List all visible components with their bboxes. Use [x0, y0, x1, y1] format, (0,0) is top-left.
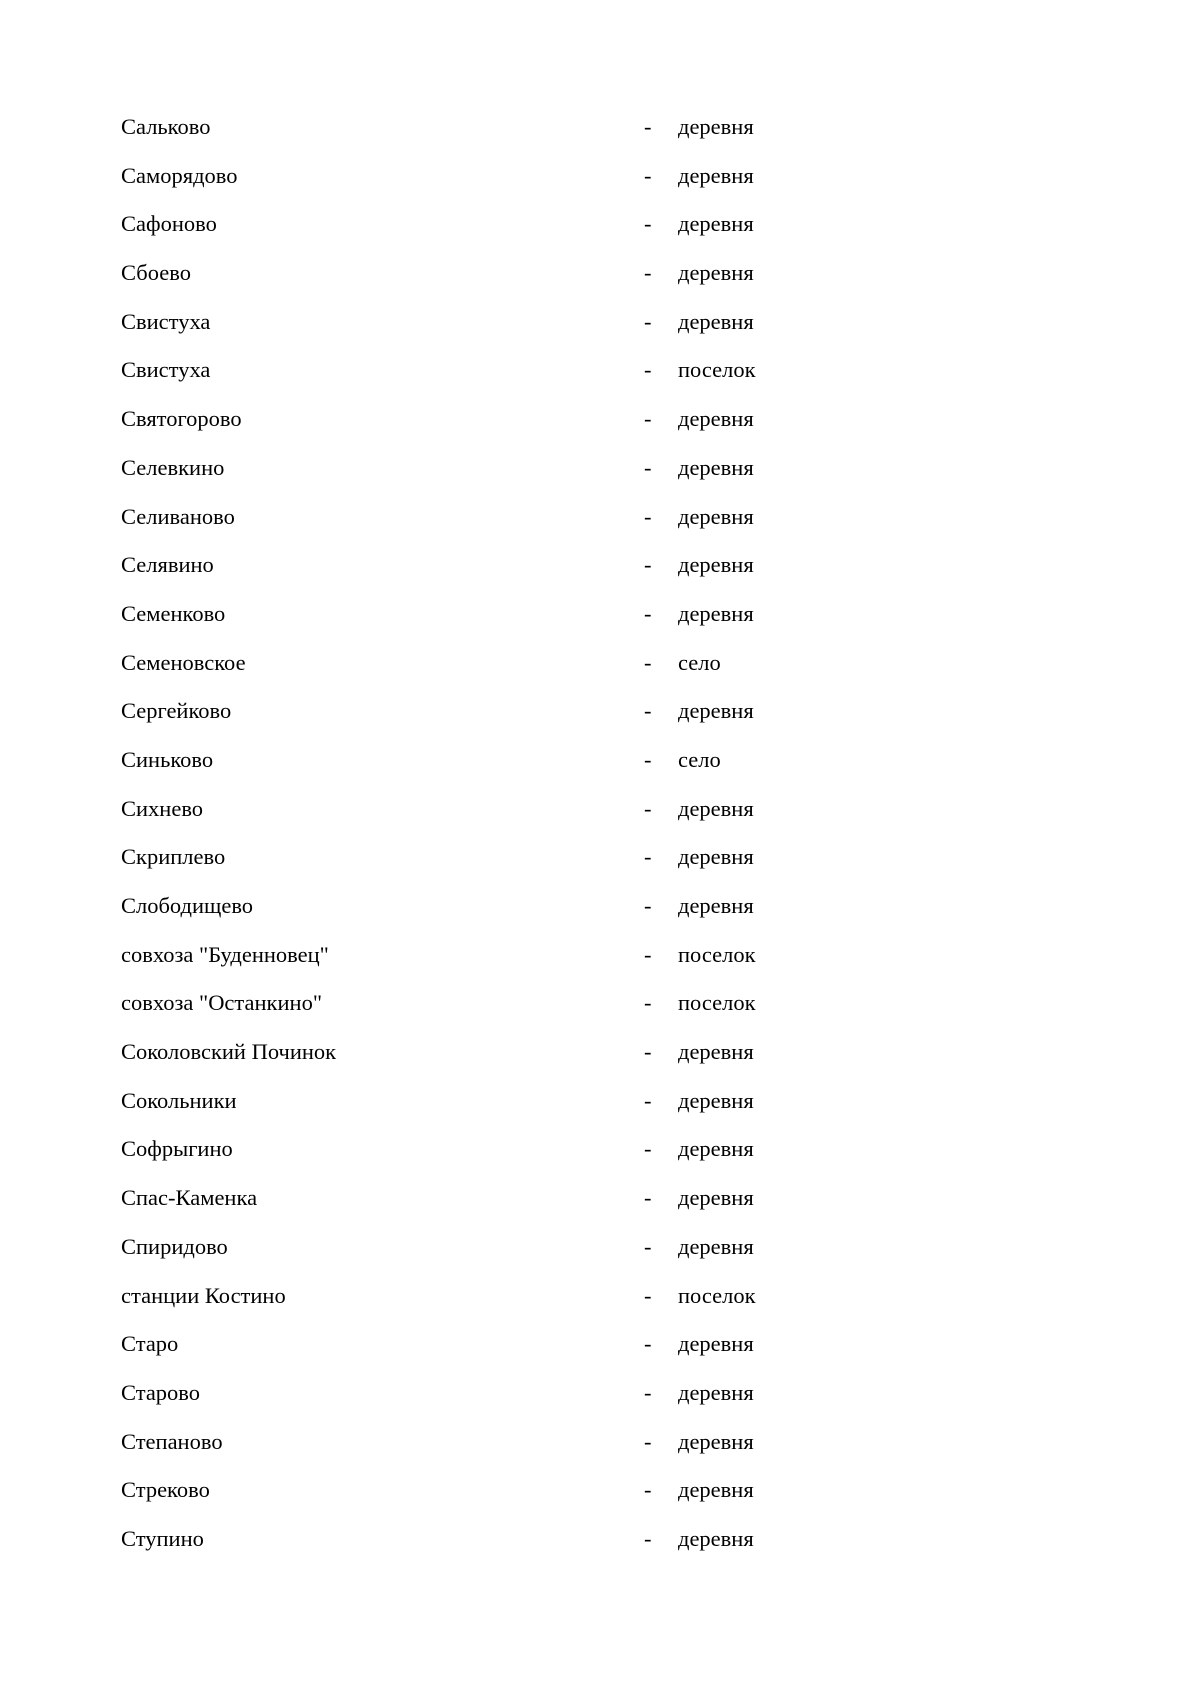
separator-dash: -: [644, 1282, 652, 1308]
settlement-type: деревня: [678, 1331, 754, 1357]
settlement-type: деревня: [678, 1087, 754, 1113]
separator-dash: -: [644, 357, 652, 383]
list-item: [121, 594, 821, 643]
settlement-name: Слободищево: [121, 893, 254, 918]
settlement-name: совхоза "Останкино": [121, 990, 323, 1016]
separator-dash: -: [644, 600, 652, 626]
settlement-type: деревня: [678, 114, 754, 139]
settlement-type: деревня: [678, 844, 754, 870]
list-item: [121, 1373, 821, 1422]
settlement-name: Спас-Каменка: [121, 1185, 258, 1211]
list-item: [121, 302, 821, 351]
separator-dash: -: [644, 454, 652, 480]
settlement-name: Свистуха: [121, 308, 211, 334]
settlement-name: Сергейково: [121, 698, 232, 724]
settlement-type: деревня: [678, 260, 754, 286]
list-item: [121, 1324, 821, 1373]
settlement-name: Софрыгино: [121, 1136, 233, 1162]
settlement-type: поселок: [678, 990, 756, 1016]
settlement-name: Соколовский Починок: [121, 1039, 337, 1065]
settlement-name: Старово: [121, 1379, 201, 1405]
list-item: [121, 837, 821, 886]
settlement-name: Селевкино: [121, 454, 225, 480]
settlement-type: поселок: [678, 357, 756, 383]
settlement-type: поселок: [678, 1282, 756, 1308]
settlement-type: деревня: [678, 1185, 754, 1211]
settlement-name: Сбоево: [121, 260, 191, 286]
separator-dash: -: [644, 552, 652, 578]
settlement-name: Степаново: [121, 1428, 223, 1454]
separator-dash: -: [644, 795, 652, 821]
separator-dash: -: [644, 1039, 652, 1065]
separator-dash: -: [644, 698, 652, 724]
settlement-name: Стреково: [121, 1477, 210, 1503]
list-item: [121, 204, 821, 253]
settlement-type: село: [678, 649, 721, 675]
settlement-name: Старо: [121, 1331, 179, 1357]
list-item: [121, 1276, 821, 1325]
list-item: [121, 1032, 821, 1081]
separator-dash: -: [644, 260, 652, 286]
settlement-type: деревня: [678, 162, 754, 188]
separator-dash: -: [644, 1379, 652, 1405]
settlement-type: деревня: [678, 1477, 754, 1503]
settlement-name: Скриплево: [121, 844, 226, 870]
settlement-name: Селиваново: [121, 503, 235, 529]
list-item: [121, 1422, 821, 1471]
settlement-name: Синьково: [121, 746, 214, 772]
list-item: [121, 983, 821, 1032]
separator-dash: -: [644, 211, 652, 237]
separator-dash: -: [644, 1477, 652, 1503]
separator-dash: -: [644, 162, 652, 188]
list-item: [121, 643, 821, 692]
list-item: [121, 497, 821, 546]
settlement-type: деревня: [678, 1233, 754, 1259]
separator-dash: -: [644, 844, 652, 870]
separator-dash: -: [644, 893, 652, 918]
settlement-name: Семенково: [121, 600, 226, 626]
separator-dash: -: [644, 990, 652, 1016]
settlement-type: деревня: [678, 503, 754, 529]
settlement-type: деревня: [678, 454, 754, 480]
separator-dash: -: [644, 1525, 652, 1551]
separator-dash: -: [644, 308, 652, 334]
settlement-type: деревня: [678, 698, 754, 724]
settlement-name: Сафоново: [121, 211, 217, 237]
settlement-name: Селявино: [121, 552, 214, 578]
separator-dash: -: [644, 1185, 652, 1211]
separator-dash: -: [644, 406, 652, 432]
list-item: [121, 1178, 821, 1227]
list-item: [121, 253, 821, 302]
settlement-name: Ступино: [121, 1525, 204, 1551]
list-item: [121, 350, 821, 399]
list-item: [121, 740, 821, 789]
separator-dash: -: [644, 1087, 652, 1113]
list-item: [121, 156, 821, 205]
settlement-type: деревня: [678, 552, 754, 578]
separator-dash: -: [644, 114, 652, 139]
separator-dash: -: [644, 941, 652, 967]
settlement-type: деревня: [678, 893, 754, 918]
settlement-name: Сихнево: [121, 795, 204, 821]
settlement-type: деревня: [678, 211, 754, 237]
list-item: [121, 886, 821, 935]
settlement-name: Сокольники: [121, 1087, 237, 1113]
settlement-type: деревня: [678, 308, 754, 334]
list-item: [121, 448, 821, 497]
list-item: [121, 545, 821, 594]
separator-dash: -: [644, 1136, 652, 1162]
settlement-name: станции Костино: [121, 1282, 286, 1308]
separator-dash: -: [644, 649, 652, 675]
settlement-name: Святогорово: [121, 406, 242, 432]
settlement-type: деревня: [678, 1136, 754, 1162]
separator-dash: -: [644, 503, 652, 529]
list-item: [121, 935, 821, 984]
separator-dash: -: [644, 1331, 652, 1357]
list-item: [121, 1519, 821, 1568]
settlement-name: Сальково: [121, 114, 211, 139]
separator-dash: -: [644, 746, 652, 772]
settlement-name: Спиридово: [121, 1233, 228, 1259]
list-item: [121, 789, 821, 838]
settlement-type: деревня: [678, 1379, 754, 1405]
separator-dash: -: [644, 1233, 652, 1259]
list-item: [121, 1081, 821, 1130]
settlement-name: Саморядово: [121, 162, 238, 188]
settlement-name: Семеновское: [121, 649, 246, 675]
list-item: [121, 1470, 821, 1519]
list-item: [121, 691, 821, 740]
settlement-type: поселок: [678, 941, 756, 967]
list-item: [121, 1227, 821, 1276]
list-item: [121, 1129, 821, 1178]
settlement-name: совхоза "Буденновец": [121, 941, 329, 967]
settlement-type: деревня: [678, 406, 754, 432]
settlement-type: деревня: [678, 1525, 754, 1551]
list-item: [121, 399, 821, 448]
settlement-type: деревня: [678, 1428, 754, 1454]
separator-dash: -: [644, 1428, 652, 1454]
settlement-type: деревня: [678, 1039, 754, 1065]
settlement-type: село: [678, 746, 721, 772]
settlement-type: деревня: [678, 600, 754, 626]
settlement-list: [121, 107, 821, 1568]
settlement-name: Свистуха: [121, 357, 211, 383]
list-item: [121, 107, 821, 156]
settlement-type: деревня: [678, 795, 754, 821]
